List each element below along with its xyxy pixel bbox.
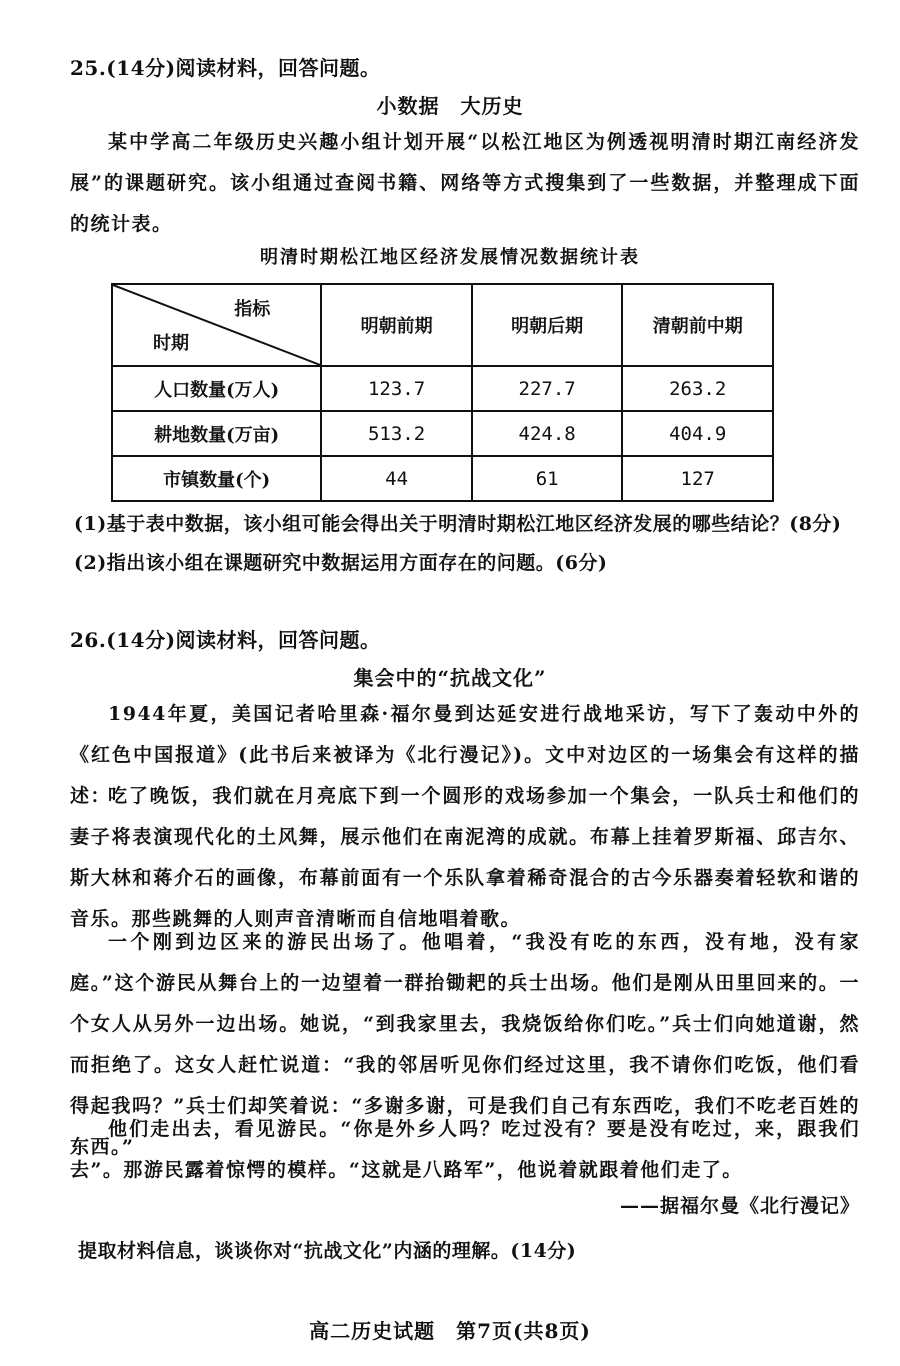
table-title: 明清时期松江地区经济发展情况数据统计表 <box>260 247 640 268</box>
question-26-subtitle: 集会中的“抗战文化” <box>353 666 547 690</box>
table-corner-cell <box>112 284 321 366</box>
corner-label-period: 时期 <box>153 333 189 354</box>
column-header: 清朝前中期 <box>622 284 773 366</box>
table-header-row <box>112 284 773 366</box>
table-cell: 44 <box>321 456 472 501</box>
table-cell: 404.9 <box>622 411 773 456</box>
material-source: ——据福尔曼《北行漫记》 <box>619 1195 860 1217</box>
table-cell: 424.8 <box>472 411 623 456</box>
material-paragraph-3: 一个刚到边区来的游民出场了。他唱着，“我没有吃的东西，没有地，没有家庭。”这个游民从舞台上的一边望着一群抬锄耙的兵士出场。他们是刚从田里回来的。一个女人从另外一边出场。她说，“到我家里去，我烧饭给你们吃。”兵士们向她道谢，然而拒绝了。这女人赶忙说道：“我的邻居听见你们经过这里，我不请你们吃饭，他们看得起我吗？”兵士们却笑着说：“多谢多谢，可是我们自己有东西吃，我们不吃老百姓的东西。” <box>70 931 860 1158</box>
table-row <box>112 411 773 456</box>
material-paragraph-2: 吃了晚饭，我们就在月亮底下到一个圆形的戏场参加一个集会，一队兵士和他们的妻子将表演现代化的土风舞，展示他们在南泥湾的成就。布幕上挂着罗斯福、邱吉尔、斯大林和蒋介石的画像，布幕前面有一个乐队拿着稀奇混合的古今乐器奏着轻软和谐的音乐。那些跳舞的人则声音清晰而自信地唱着歌。 <box>70 785 860 930</box>
material-paragraph-1: 1944年夏，美国记者哈里森·福尔曼到达延安进行战地采访，写下了轰动中外的《红色中国报道》(此书后来被译为《北行漫记》)。文中对边区的一场集会有这样的描述： <box>70 703 860 807</box>
row-label: 市镇数量(个) <box>112 456 321 501</box>
table-row <box>112 456 773 501</box>
table-cell: 61 <box>472 456 623 501</box>
table-cell: 263.2 <box>622 366 773 411</box>
question-25-part-2: (2)指出该小组在课题研究中数据运用方面存在的问题。(6分) <box>74 552 608 574</box>
question-25-part-1: (1)基于表中数据，该小组可能会得出关于明清时期松江地区经济发展的哪些结论？(8分) <box>74 513 842 535</box>
table-cell: 123.7 <box>321 366 472 411</box>
question-25-title: 25.(14分)阅读材料，回答问题。 <box>70 56 381 80</box>
table-cell: 127 <box>622 456 773 501</box>
question-25-subtitle: 小数据 大历史 <box>376 94 524 118</box>
table-cell: 227.7 <box>472 366 623 411</box>
question-25-intro: 某中学高二年级历史兴趣小组计划开展“以松江地区为例透视明清时期江南经济发展”的课题研究。该小组通过查阅书籍、网络等方式搜集到了一些数据，并整理成下面的统计表。 <box>70 131 860 235</box>
question-26-title: 26.(14分)阅读材料，回答问题。 <box>70 628 381 652</box>
corner-label-indicator: 指标 <box>234 299 271 320</box>
row-label: 人口数量(万人) <box>112 366 321 411</box>
row-label: 耕地数量(万亩) <box>112 411 321 456</box>
diagonal-line <box>113 285 320 365</box>
column-header: 明朝前期 <box>321 284 472 366</box>
material-paragraph-4: 他们走出去，看见游民。“你是外乡人吗？吃过没有？要是没有吃过，来，跟我们去”。那游民露着惊愕的模样。“这就是八路军”，他说着就跟着他们走了。 <box>70 1118 860 1181</box>
table-row <box>112 366 773 411</box>
page-footer: 高二历史试题 第7页(共8页) <box>309 1319 591 1343</box>
column-header: 明朝后期 <box>472 284 623 366</box>
statistics-table <box>111 283 774 502</box>
table-cell: 513.2 <box>321 411 472 456</box>
question-26-prompt: 提取材料信息，谈谈你对“抗战文化”内涵的理解。(14分) <box>78 1240 577 1262</box>
